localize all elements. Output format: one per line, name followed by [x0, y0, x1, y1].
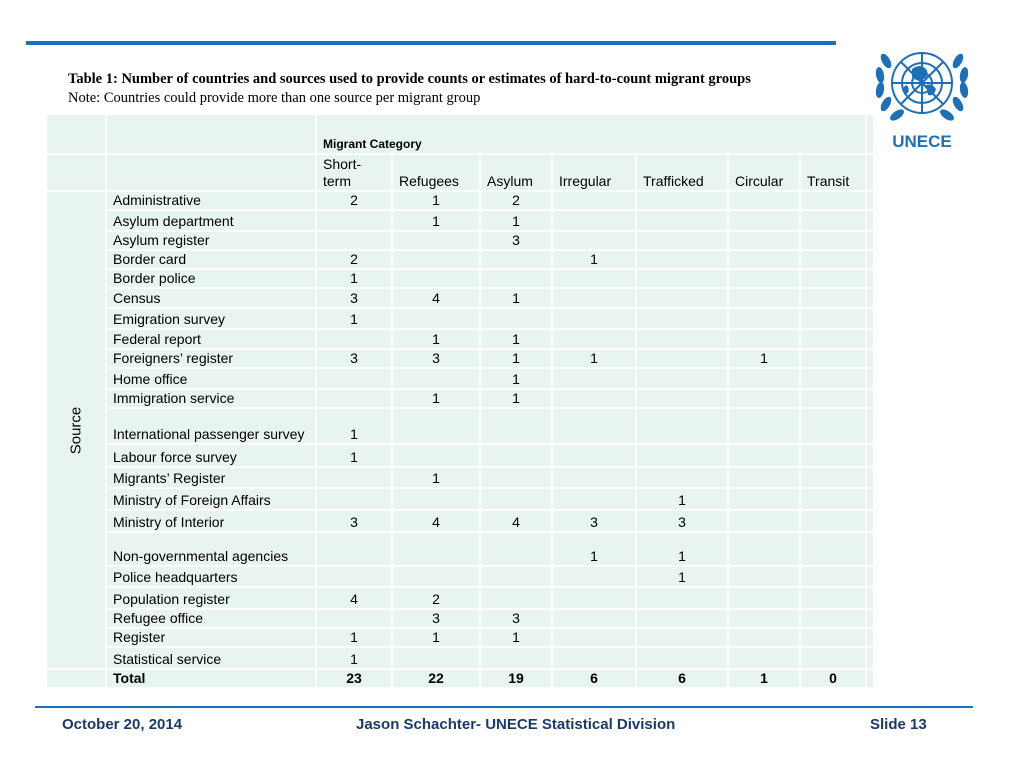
table-cell: 2 [480, 191, 552, 210]
table-cell: 3 [392, 609, 480, 628]
table-cell [316, 389, 392, 408]
table-container [45, 113, 873, 689]
column-header: Circular [728, 154, 800, 191]
edge-cell [866, 154, 874, 191]
table-cell: 1 [480, 329, 552, 349]
table-cell [392, 269, 480, 288]
table-cell [392, 647, 480, 669]
table-cell [316, 231, 392, 250]
table-cell: 1 [316, 408, 392, 444]
table-cell [480, 587, 552, 609]
table-cell: 4 [392, 510, 480, 532]
column-header: Trafficked [636, 154, 728, 191]
table-cell [552, 444, 636, 467]
table-row [46, 231, 874, 250]
table-cell: 4 [316, 587, 392, 609]
row-label: Census [106, 288, 316, 308]
edge-cell [866, 231, 874, 250]
table-row [46, 647, 874, 669]
edge-cell [866, 532, 874, 566]
table-cell [728, 389, 800, 408]
row-label: Register [106, 628, 316, 647]
table-cell [480, 408, 552, 444]
table-row [46, 408, 874, 444]
table-cell [552, 408, 636, 444]
edge-cell [866, 467, 874, 488]
table-cell [800, 329, 866, 349]
table-cell [636, 628, 728, 647]
table-cell [392, 408, 480, 444]
table-cell [728, 408, 800, 444]
row-label: International passenger survey [106, 408, 316, 444]
table-row [46, 329, 874, 349]
table-cell [636, 231, 728, 250]
table-cell [800, 467, 866, 488]
table-cell [552, 488, 636, 510]
logo-text: UNECE [892, 132, 952, 151]
table-cell [552, 389, 636, 408]
table-cell [480, 444, 552, 467]
table-cell [480, 250, 552, 269]
edge-cell [866, 269, 874, 288]
table-row [46, 288, 874, 308]
table-cell: 1 [392, 467, 480, 488]
bottom-rule [35, 706, 973, 708]
table-cell [636, 308, 728, 329]
column-header: Refugees [392, 154, 480, 191]
total-cell: 22 [392, 669, 480, 688]
table-cell [800, 532, 866, 566]
row-label: Home office [106, 368, 316, 389]
row-label: Asylum department [106, 210, 316, 231]
table-cell [636, 647, 728, 669]
table-cell: 1 [480, 628, 552, 647]
table-row [46, 269, 874, 288]
table-cell [800, 510, 866, 532]
table-cell [800, 269, 866, 288]
table-cell [800, 288, 866, 308]
table-cell [636, 444, 728, 467]
category-title: Migrant Category [316, 114, 866, 154]
table-cell [728, 288, 800, 308]
table-cell [800, 210, 866, 231]
table-body [46, 114, 874, 688]
table-row [46, 566, 874, 587]
total-cell: 0 [800, 669, 866, 688]
table-cell: 1 [552, 349, 636, 368]
row-label: Administrative [106, 191, 316, 210]
table-row [46, 308, 874, 329]
edge-cell [866, 368, 874, 389]
title-block [68, 70, 751, 108]
table-row [46, 609, 874, 628]
table-cell: 1 [392, 628, 480, 647]
total-cell: 6 [636, 669, 728, 688]
edge-cell [866, 408, 874, 444]
source-group-label: Source [67, 406, 85, 454]
table-cell [800, 609, 866, 628]
edge-cell [866, 389, 874, 408]
edge-cell [866, 191, 874, 210]
table-cell: 2 [316, 250, 392, 269]
corner-cell [106, 114, 316, 154]
table-cell: 2 [316, 191, 392, 210]
table-cell: 1 [636, 532, 728, 566]
table-cell: 1 [480, 349, 552, 368]
table-cell [728, 191, 800, 210]
column-header-row [46, 154, 874, 191]
table-cell [316, 467, 392, 488]
edge-cell [866, 444, 874, 467]
table-cell [636, 368, 728, 389]
table-cell: 1 [316, 647, 392, 669]
table-cell: 1 [636, 488, 728, 510]
table-row [46, 444, 874, 467]
table-cell [636, 467, 728, 488]
table-cell [636, 269, 728, 288]
table-cell [728, 566, 800, 587]
table-cell: 1 [316, 444, 392, 467]
table-cell [480, 532, 552, 566]
column-header: Transit [800, 154, 866, 191]
table-cell [480, 566, 552, 587]
total-cell: 19 [480, 669, 552, 688]
table-cell [552, 609, 636, 628]
row-label: Migrants’ Register [106, 467, 316, 488]
table-cell: 1 [316, 269, 392, 288]
table-cell [480, 647, 552, 669]
table-cell [316, 609, 392, 628]
edge-cell [866, 288, 874, 308]
table-cell [316, 329, 392, 349]
table-cell: 1 [552, 250, 636, 269]
table-cell [552, 587, 636, 609]
table-cell: 3 [316, 349, 392, 368]
table-cell [728, 628, 800, 647]
table-cell [636, 329, 728, 349]
table-cell [800, 389, 866, 408]
table-cell [552, 288, 636, 308]
table-cell [480, 467, 552, 488]
table-cell [636, 389, 728, 408]
table-cell [392, 566, 480, 587]
table-cell: 3 [316, 288, 392, 308]
table-cell [392, 488, 480, 510]
edge-cell [866, 510, 874, 532]
corner-cell [46, 114, 106, 154]
category-title-row [46, 114, 874, 154]
table-cell: 1 [480, 368, 552, 389]
table-cell [552, 329, 636, 349]
table-cell [552, 269, 636, 288]
row-label: Border police [106, 269, 316, 288]
table-cell [552, 566, 636, 587]
table-cell: 1 [392, 389, 480, 408]
row-label: Statistical service [106, 647, 316, 669]
row-label: Population register [106, 587, 316, 609]
table-cell: 2 [392, 587, 480, 609]
total-row [46, 669, 874, 688]
table-cell [728, 587, 800, 609]
table-cell [552, 467, 636, 488]
table-cell [800, 444, 866, 467]
unece-logo [862, 25, 982, 151]
total-cell: 23 [316, 669, 392, 688]
corner-cell [46, 154, 106, 191]
table-row [46, 488, 874, 510]
table-cell [728, 488, 800, 510]
total-cell: 1 [728, 669, 800, 688]
table-cell: 3 [480, 609, 552, 628]
table-cell [552, 628, 636, 647]
table-cell: 1 [316, 308, 392, 329]
table-row [46, 389, 874, 408]
table-cell: 3 [552, 510, 636, 532]
table-cell: 4 [480, 510, 552, 532]
table-cell [480, 308, 552, 329]
table-title: Table 1: Number of countries and sources used to provide counts or estimates of hard-to-count migrant groups [68, 71, 751, 87]
table-cell [728, 250, 800, 269]
table-cell [552, 231, 636, 250]
table-note: Note: Countries could provide more than one source per migrant group [68, 90, 481, 106]
table-cell: 1 [480, 210, 552, 231]
edge-cell [866, 210, 874, 231]
table-cell: 1 [392, 329, 480, 349]
edge-cell [866, 114, 874, 154]
column-header: Irregular [552, 154, 636, 191]
corner-cell [106, 154, 316, 191]
table-row [46, 628, 874, 647]
table-row [46, 210, 874, 231]
row-label: Border card [106, 250, 316, 269]
table-cell [636, 408, 728, 444]
table-cell [552, 308, 636, 329]
table-cell [728, 510, 800, 532]
table-cell [392, 444, 480, 467]
table-cell [392, 368, 480, 389]
total-cell: 6 [552, 669, 636, 688]
table-cell [636, 349, 728, 368]
footer-author: Jason Schachter- UNECE Statistical Division [356, 716, 676, 733]
row-label: Non-governmental agencies [106, 532, 316, 566]
table-cell [636, 250, 728, 269]
table-cell [392, 250, 480, 269]
table-cell [636, 587, 728, 609]
edge-cell [866, 566, 874, 587]
corner-cell [46, 669, 106, 688]
migrant-sources-table [45, 113, 875, 689]
edge-cell [866, 587, 874, 609]
top-rule [26, 41, 836, 45]
table-cell [800, 566, 866, 587]
table-cell [800, 231, 866, 250]
edge-cell [866, 329, 874, 349]
table-row [46, 532, 874, 566]
table-cell: 3 [392, 349, 480, 368]
row-label: Asylum register [106, 231, 316, 250]
total-label: Total [106, 669, 316, 688]
table-cell [800, 368, 866, 389]
table-cell [800, 408, 866, 444]
table-cell [728, 231, 800, 250]
table-cell [552, 191, 636, 210]
table-row [46, 349, 874, 368]
table-cell [480, 269, 552, 288]
table-cell [728, 368, 800, 389]
table-row [46, 587, 874, 609]
table-cell [728, 210, 800, 231]
source-group-cell [46, 191, 106, 669]
table-cell [728, 308, 800, 329]
table-cell [728, 609, 800, 628]
table-cell [800, 587, 866, 609]
table-cell [636, 288, 728, 308]
table-cell: 1 [392, 210, 480, 231]
table-cell [636, 609, 728, 628]
table-cell [316, 532, 392, 566]
table-cell [800, 349, 866, 368]
table-cell [728, 329, 800, 349]
edge-cell [866, 628, 874, 647]
table-cell [800, 628, 866, 647]
table-cell [800, 191, 866, 210]
row-label: Refugee office [106, 609, 316, 628]
row-label: Labour force survey [106, 444, 316, 467]
table-cell: 4 [392, 288, 480, 308]
table-cell: 3 [316, 510, 392, 532]
table-cell [728, 467, 800, 488]
table-row [46, 467, 874, 488]
row-label: Ministry of Foreign Affairs [106, 488, 316, 510]
un-emblem-icon [862, 25, 982, 151]
table-cell: 1 [636, 566, 728, 587]
edge-cell [866, 250, 874, 269]
edge-cell [866, 647, 874, 669]
table-cell [552, 647, 636, 669]
row-label: Ministry of Interior [106, 510, 316, 532]
table-cell [552, 368, 636, 389]
table-cell [316, 488, 392, 510]
edge-cell [866, 308, 874, 329]
row-label: Police headquarters [106, 566, 316, 587]
table-cell [552, 210, 636, 231]
table-cell: 1 [480, 288, 552, 308]
table-cell [316, 566, 392, 587]
row-label: Federal report [106, 329, 316, 349]
table-row [46, 510, 874, 532]
table-cell [316, 368, 392, 389]
edge-cell [866, 609, 874, 628]
table-cell: 1 [392, 191, 480, 210]
table-row [46, 368, 874, 389]
table-cell [728, 444, 800, 467]
table-row [46, 250, 874, 269]
table-cell [392, 231, 480, 250]
table-cell [728, 647, 800, 669]
table-cell: 3 [636, 510, 728, 532]
table-cell: 1 [728, 349, 800, 368]
table-cell [316, 210, 392, 231]
table-cell: 1 [480, 389, 552, 408]
footer-slide-number: Slide 13 [870, 716, 927, 733]
table-cell [728, 269, 800, 288]
column-header: Asylum [480, 154, 552, 191]
column-header: Short-term [316, 154, 392, 191]
table-cell [728, 532, 800, 566]
table-cell [392, 532, 480, 566]
table-cell: 1 [316, 628, 392, 647]
edge-cell [866, 349, 874, 368]
table-cell [800, 250, 866, 269]
table-cell [800, 488, 866, 510]
table-cell: 1 [552, 532, 636, 566]
table-cell [636, 191, 728, 210]
table-cell [392, 308, 480, 329]
table-cell [800, 308, 866, 329]
edge-cell [866, 488, 874, 510]
row-label: Immigration service [106, 389, 316, 408]
table-cell [636, 210, 728, 231]
table-cell: 3 [480, 231, 552, 250]
row-label: Emigration survey [106, 308, 316, 329]
table-cell [800, 647, 866, 669]
table-row [46, 191, 874, 210]
table-cell [480, 488, 552, 510]
edge-cell [866, 669, 874, 688]
row-label: Foreigners’ register [106, 349, 316, 368]
footer-date: October 20, 2014 [62, 716, 183, 733]
